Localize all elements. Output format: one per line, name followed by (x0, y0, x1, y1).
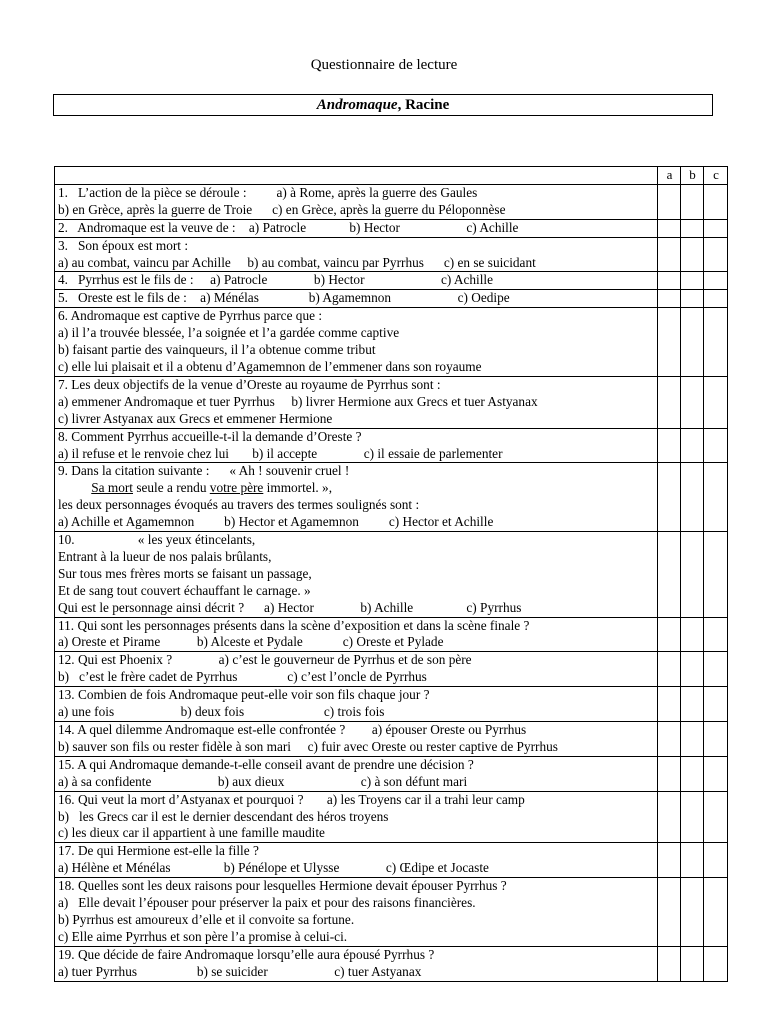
question-row (55, 878, 728, 947)
answer-column-header-b: b (681, 167, 704, 185)
answer-checkbox-a[interactable] (658, 428, 681, 463)
answer-checkbox-c[interactable] (704, 791, 728, 843)
question-line: 6. Andromaque est captive de Pyrrhus parce que : (58, 308, 323, 324)
question-line: 7. Les deux objectifs de la venue d’Oreste au royaume de Pyrrhus sont : (58, 376, 441, 392)
answer-checkbox-c[interactable] (704, 308, 728, 377)
answer-checkbox-c[interactable] (704, 376, 728, 428)
question-line (58, 480, 655, 497)
question-line: 8. Comment Pyrrhus accueille-t-il la demande d’Oreste ? (58, 428, 362, 444)
answer-checkbox-a[interactable] (658, 308, 681, 377)
question-cell (55, 843, 658, 878)
question-line (58, 463, 655, 480)
question-cell (55, 272, 658, 290)
answer-checkbox-b[interactable] (681, 756, 704, 791)
question-text: les deux personnages évoqués au travers des termes soulignés sont : (58, 497, 420, 513)
question-line: 10. « les yeux étincelants, (58, 532, 256, 548)
answer-checkbox-c[interactable] (704, 946, 728, 981)
question-row (55, 843, 728, 878)
answer-checkbox-a[interactable] (658, 652, 681, 687)
answer-checkbox-a[interactable] (658, 272, 681, 290)
question-row (55, 791, 728, 843)
answer-checkbox-b[interactable] (681, 237, 704, 272)
answer-checkbox-a[interactable] (658, 290, 681, 308)
question-row (55, 756, 728, 791)
question-line: b) c’est le frère cadet de Pyrrhus c) c’est l’oncle de Pyrrhus (58, 669, 427, 685)
answer-checkbox-c[interactable] (704, 532, 728, 618)
answer-checkbox-b[interactable] (681, 184, 704, 219)
question-cell (55, 617, 658, 652)
question-text: 9. Dans la citation suivante : « Ah ! souvenir cruel ! (58, 463, 350, 479)
question-cell (55, 532, 658, 618)
answer-column-header-c: c (704, 167, 728, 185)
question-line: c) Elle aime Pyrrhus et son père l’a promise à celui-ci. (58, 928, 348, 944)
answer-checkbox-b[interactable] (681, 791, 704, 843)
question-cell (55, 722, 658, 757)
answer-checkbox-c[interactable] (704, 652, 728, 687)
question-line: a) emmener Andromaque et tuer Pyrrhus b) livrer Hermione aux Grecs et tuer Astyanax (58, 393, 538, 409)
question-line: 11. Qui sont les personnages présents dans la scène d’exposition et dans la scène finale ? (58, 617, 530, 633)
answer-checkbox-b[interactable] (681, 687, 704, 722)
answer-checkbox-a[interactable] (658, 756, 681, 791)
answer-checkbox-c[interactable] (704, 184, 728, 219)
answer-checkbox-a[interactable] (658, 237, 681, 272)
answer-checkbox-a[interactable] (658, 722, 681, 757)
answer-checkbox-a[interactable] (658, 687, 681, 722)
question-cell (55, 237, 658, 272)
answer-checkbox-c[interactable] (704, 219, 728, 237)
answer-checkbox-a[interactable] (658, 532, 681, 618)
question-line: b) sauver son fils ou rester fidèle à son mari c) fuir avec Oreste ou rester captive de Pyrrhus (58, 738, 558, 754)
question-row (55, 617, 728, 652)
question-line: b) les Grecs car il est le dernier descendant des héros troyens (58, 808, 389, 824)
answer-checkbox-c[interactable] (704, 843, 728, 878)
question-line (58, 514, 655, 531)
question-line: a) il refuse et le renvoie chez lui b) il accepte c) il essaie de parlementer (58, 445, 503, 461)
answer-checkbox-a[interactable] (658, 946, 681, 981)
question-row (55, 946, 728, 981)
answer-checkbox-b[interactable] (681, 652, 704, 687)
answer-checkbox-c[interactable] (704, 463, 728, 532)
question-cell (55, 652, 658, 687)
question-cell (55, 878, 658, 947)
underlined-term: Sa mort (91, 480, 133, 496)
question-cell (55, 687, 658, 722)
answer-checkbox-b[interactable] (681, 843, 704, 878)
question-row (55, 376, 728, 428)
question-row (55, 652, 728, 687)
question-row (55, 272, 728, 290)
question-cell (55, 946, 658, 981)
question-line: a) une fois b) deux fois c) trois fois (58, 704, 385, 720)
work-title-box (53, 94, 713, 116)
answer-checkbox-b[interactable] (681, 617, 704, 652)
answer-checkbox-c[interactable] (704, 290, 728, 308)
answer-checkbox-a[interactable] (658, 376, 681, 428)
question-line: 1. L’action de la pièce se déroule : a) à Rome, après la guerre des Gaules (58, 184, 478, 200)
question-row (55, 532, 728, 618)
answer-checkbox-b[interactable] (681, 308, 704, 377)
question-cell (55, 308, 658, 377)
question-text: seule a rendu (133, 480, 210, 496)
question-row (55, 237, 728, 272)
question-line: b) Pyrrhus est amoureux d’elle et il convoite sa fortune. (58, 911, 355, 927)
question-line: a) tuer Pyrrhus b) se suicider c) tuer Astyanax (58, 963, 422, 979)
answer-checkbox-a[interactable] (658, 791, 681, 843)
question-row (55, 722, 728, 757)
question-line: 15. A qui Andromaque demande-t-elle conseil avant de prendre une décision ? (58, 756, 474, 772)
question-line: a) Hélène et Ménélas b) Pénélope et Ulysse c) Œdipe et Jocaste (58, 860, 489, 876)
answer-checkbox-c[interactable] (704, 687, 728, 722)
work-title: Andromaque (316, 97, 398, 113)
answer-checkbox-a[interactable] (658, 463, 681, 532)
question-line: 17. De qui Hermione est-elle la fille ? (58, 843, 259, 859)
answer-checkbox-b[interactable] (681, 532, 704, 618)
answer-checkbox-c[interactable] (704, 237, 728, 272)
document-title: Questionnaire de lecture (310, 57, 458, 73)
question-text: a) Achille et Agamemnon b) Hector et Agamemnon c) Hector et Achille (58, 514, 494, 530)
answer-checkbox-c[interactable] (704, 878, 728, 947)
question-line: 13. Combien de fois Andromaque peut-elle voir son fils chaque jour ? (58, 687, 430, 703)
author-name: , Racine (397, 97, 450, 113)
answer-checkbox-a[interactable] (658, 843, 681, 878)
question-row (55, 219, 728, 237)
answer-checkbox-b[interactable] (681, 272, 704, 290)
question-line: b) en Grèce, après la guerre de Troie c) en Grèce, après la guerre du Péloponnèse (58, 201, 506, 217)
question-cell (55, 184, 658, 219)
question-cell (55, 756, 658, 791)
answer-checkbox-b[interactable] (681, 219, 704, 237)
question-text: immortel. », (263, 480, 333, 496)
question-cell (55, 428, 658, 463)
answer-checkbox-a[interactable] (658, 184, 681, 219)
question-line: c) les dieux car il appartient à une famille maudite (58, 825, 325, 841)
question-line: c) livrer Astyanax aux Grecs et emmener Hermione (58, 410, 333, 426)
question-line: a) il l’a trouvée blessée, l’a soignée et l’a gardée comme captive (58, 325, 400, 341)
answer-checkbox-b[interactable] (681, 722, 704, 757)
question-line: a) à sa confidente b) aux dieux c) à son défunt mari (58, 773, 468, 789)
answer-checkbox-a[interactable] (658, 878, 681, 947)
answer-checkbox-c[interactable] (704, 756, 728, 791)
question-line: Entrant à la lueur de nos palais brûlants, (58, 548, 272, 564)
answer-column-header-a: a (658, 167, 681, 185)
question-line: c) elle lui plaisait et il a obtenu d’Agamemnon de l’emmener dans son royaume (58, 358, 482, 374)
question-line: 5. Oreste est le fils de : a) Ménélas b) Agamemnon c) Oedipe (58, 290, 510, 306)
question-row (55, 184, 728, 219)
answer-checkbox-c[interactable] (704, 617, 728, 652)
answer-checkbox-b[interactable] (681, 376, 704, 428)
question-row (55, 290, 728, 308)
question-cell (55, 463, 658, 532)
answer-checkbox-b[interactable] (681, 463, 704, 532)
question-line: 3. Son époux est mort : (58, 237, 189, 253)
answer-header-row (55, 167, 728, 185)
question-line: 4. Pyrrhus est le fils de : a) Patrocle b) Hector c) Achille (58, 272, 494, 288)
question-line: a) Oreste et Pirame b) Alceste et Pydale c) Oreste et Pylade (58, 634, 444, 650)
question-line: 2. Andromaque est la veuve de : a) Patrocle b) Hector c) Achille (58, 219, 519, 235)
answer-checkbox-a[interactable] (658, 219, 681, 237)
question-line: 14. A quel dilemme Andromaque est-elle confrontée ? a) épouser Oreste ou Pyrrhus (58, 722, 527, 737)
question-row (55, 687, 728, 722)
underlined-term: votre père (209, 480, 264, 496)
question-line: Sur tous mes frères morts se faisant un passage, (58, 565, 312, 581)
question-line: Et de sang tout couvert échauffant le carnage. » (58, 582, 311, 598)
question-line: 12. Qui est Phoenix ? a) c’est le gouverneur de Pyrrhus et de son père (58, 652, 472, 668)
question-cell (55, 376, 658, 428)
answer-checkbox-c[interactable] (704, 722, 728, 757)
answer-checkbox-c[interactable] (704, 272, 728, 290)
question-cell (55, 791, 658, 843)
question-line (58, 497, 655, 514)
answer-checkbox-a[interactable] (658, 617, 681, 652)
question-line: b) faisant partie des vainqueurs, il l’a obtenue comme tribut (58, 342, 376, 358)
question-row (55, 308, 728, 377)
questionnaire-table (54, 166, 728, 982)
question-line: Qui est le personnage ainsi décrit ? a) Hector b) Achille c) Pyrrhus (58, 599, 522, 615)
answer-checkbox-c[interactable] (704, 428, 728, 463)
question-line: 16. Qui veut la mort d’Astyanax et pourquoi ? a) les Troyens car il a trahi leur camp (58, 791, 525, 807)
question-row (55, 463, 728, 532)
question-row (55, 428, 728, 463)
question-line: a) Elle devait l’épouser pour préserver la paix et pour des raisons financières. (58, 895, 476, 911)
question-cell (55, 290, 658, 308)
question-line: a) au combat, vaincu par Achille b) au combat, vaincu par Pyrrhus c) en se suicidant (58, 254, 536, 270)
question-line: 18. Quelles sont les deux raisons pour lesquelles Hermione devait épouser Pyrrhus ? (58, 878, 507, 894)
answer-checkbox-b[interactable] (681, 290, 704, 308)
answer-checkbox-b[interactable] (681, 878, 704, 947)
question-text (58, 480, 91, 495)
answer-checkbox-b[interactable] (681, 428, 704, 463)
answer-checkbox-b[interactable] (681, 946, 704, 981)
question-line: 19. Que décide de faire Andromaque lorsqu’elle aura épousé Pyrrhus ? (58, 946, 435, 962)
question-cell (55, 219, 658, 237)
header-blank-cell (55, 167, 658, 185)
